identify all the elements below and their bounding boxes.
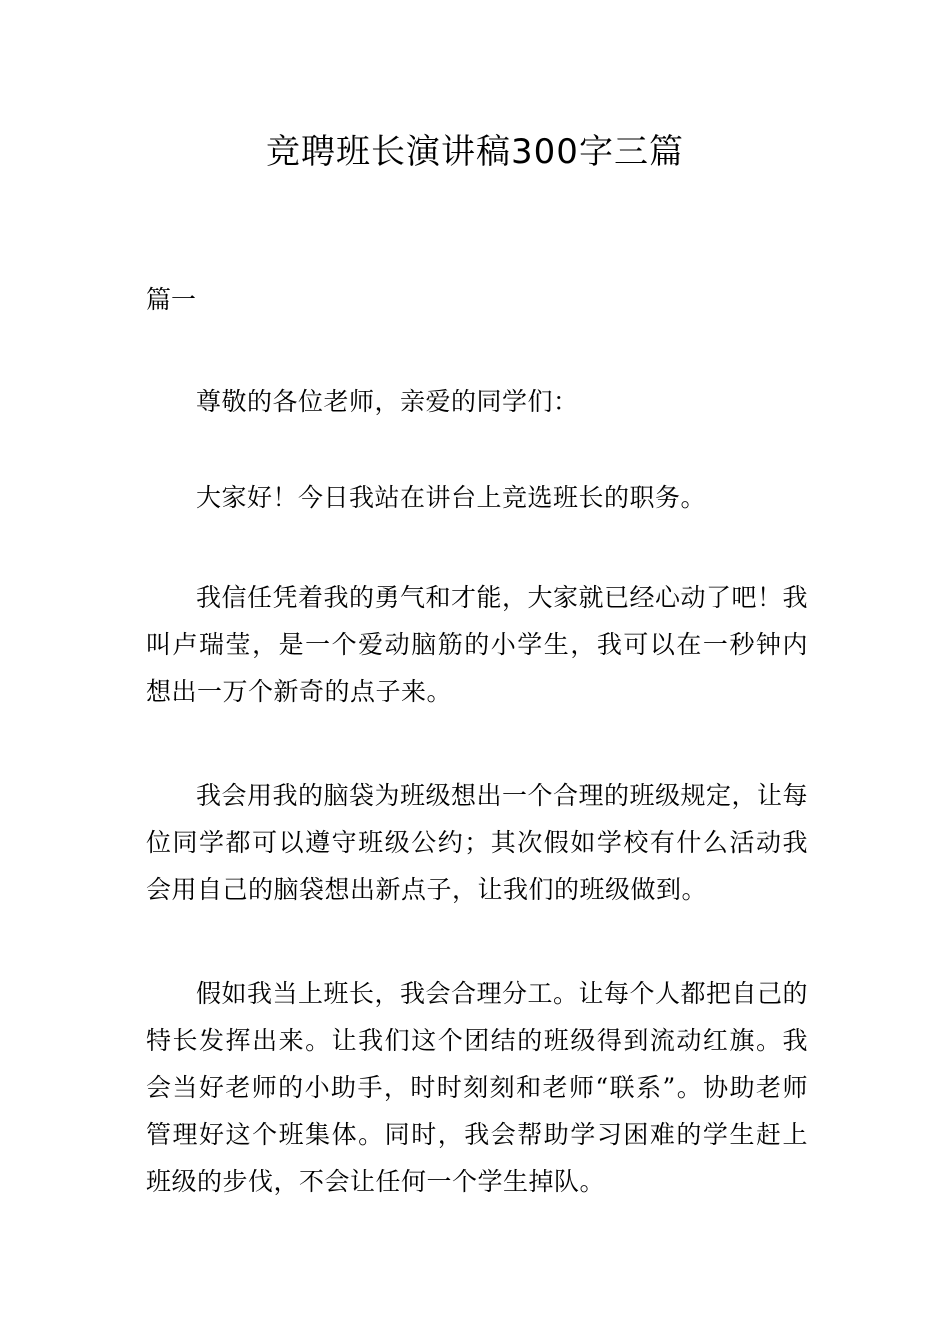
paragraph-greeting: 尊敬的各位老师，亲爱的同学们： [196, 387, 579, 416]
paragraph-promise: 假如我当上班长，我会合理分工。让每个人都把自己的特长发挥出来。让我们这个团结的班级得到流动红旗。我会当好老师的小助手，时时刻刻和老师“联系”。协助老师管理好这个班集体。同时，我会帮助学习困难的学生赶上班级的步伐，不会让任何一个学生掉队。 [146, 979, 809, 1196]
document-title: 竞聘班长演讲稿300字三篇 [266, 132, 684, 172]
paragraph-intro: 我信任凭着我的勇气和才能，大家就已经心动了吧！我叫卢瑞莹，是一个爱动脑筋的小学生，我可以在一秒钟内想出一万个新奇的点子来。 [146, 583, 809, 706]
paragraph-plan: 我会用我的脑袋为班级想出一个合理的班级规定，让每位同学都可以遵守班级公约；其次假如学校有什么活动我会用自己的脑袋想出新点子，让我们的班级做到。 [146, 781, 809, 904]
paragraph-hello: 大家好！今日我站在讲台上竞选班长的职务。 [196, 483, 707, 512]
section-label: 篇一 [146, 285, 197, 314]
